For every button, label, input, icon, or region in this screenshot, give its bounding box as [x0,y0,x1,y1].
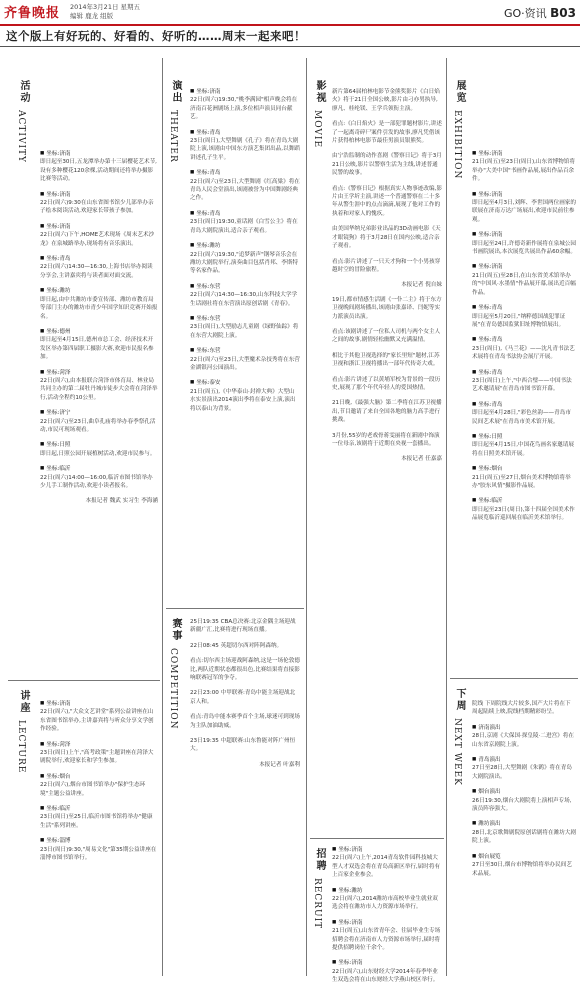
section-divider [450,678,578,679]
news-item [40,700,158,734]
news-item [40,409,158,434]
news-item [40,255,158,280]
news-item [472,820,576,845]
item-text: 即日起至4月15日,中国花鸟画名家邀请展将在日照美术馆开展。 [472,442,574,457]
section-label-recruit: 招聘 RECRUIT [312,848,325,930]
item-text: 22日(周六)14:30—16:30,山东科技大学学生话剧社将在东营演出原创话剧《青春》。 [190,292,298,307]
item-text: 23日(周日),大型舞剧《孔子》将在青岛大剧院上演,该剧由中国东方演艺集团出品,以舞蹈讲述孔子生平。 [190,138,300,161]
news-item [472,231,576,256]
item-text: 22日(周六),烟台市图书馆举办"保护生态环境"主题公益讲座。 [40,782,146,797]
item-text: 22日(周六)上午,2014青岛软件园科技城大型人才双选会将在青岛高新区举行,届时将有上百家企业参会。 [332,855,441,879]
news-item [190,315,300,340]
item-text: 看点:《警察日记》根据真实人物事迹改编,影片由王学圻主演,讲述一个普通警察在二十多年从警生涯中的点点滴滴,展现了他对工作的执着和对家人的愧疚。 [332,185,442,217]
news-item [40,150,158,184]
news-item [332,120,442,145]
item-text: 28日,北京歌舞剧院原创话剧将在潍坊大剧院上演。 [472,829,576,845]
section-label-movie: 影视 MOVIE [312,80,325,149]
item-text: 21日(周五)至23日(周日),山东省博物馆将举办"大美中国"书画作品展,展出作品百余件。 [472,159,576,183]
column-divider [162,58,163,976]
news-item [40,441,158,458]
item-text: 看点:切尔西主场迎战阿森纳,这是一场伦敦德比,两队近期状态都很出色,比赛结果将直接影响联赛冠军的争夺。 [190,658,300,682]
item-text: 23日19:35 中超联赛:山东鲁能对阵广州恒大。 [190,738,296,753]
news-item [332,328,442,345]
news-item [40,837,158,862]
item-text: 21日晚,《最强大脑》第二季将在江苏卫视播出,节目邀请了来自全国各地的脑力高手进行挑战。 [332,400,442,424]
issue-date: 2014年3月21日 星期五 [70,3,141,11]
item-location: ■ 坐标:日照 [40,441,158,449]
news-item [40,465,158,490]
news-item [40,328,158,362]
item-text: 23日(周日)至25日,临沂市图书馆将举办"健康生活"系列讲座。 [40,814,153,829]
news-item [40,191,158,216]
item-location: ■ 坐标:临沂 [472,497,576,505]
item-location: ■ 坐标:济宁 [40,409,158,417]
item-location: ■ 烟台演出 [472,788,576,796]
section-label-theater: 演出 THEATER [168,80,181,163]
section-label-activity: 活动 ACTIVITY [16,80,29,163]
item-text: 即日起至4月28日,"彩色丝韵——青岛市民间艺术展"在青岛市美术馆开展。 [472,410,571,425]
item-text: 即日起至24日,许德奇新作展将在泉城公园书画院展出,本次展览共展出作品60余幅。 [472,240,576,256]
item-text: 21日(周五),山东省青年会、往届毕业生专场招聘会将在济南市人力资源市场举行,届时将提供招聘岗位千余个。 [332,928,441,952]
tagline-rule [0,46,580,47]
news-item [332,352,442,369]
item-location: ■ 坐标:济南 [472,191,576,199]
news-item [332,185,442,219]
item-location: ■ 坐标:济南 [472,231,576,239]
news-item [472,369,576,394]
news-item [332,88,442,113]
news-item [472,465,576,490]
item-location: ■ 坐标:济南 [472,150,576,158]
news-item [190,242,300,276]
item-text: 27日至30日,烟台市博物馆将举办民间艺术品展。 [472,862,572,877]
movie-column [332,88,442,848]
item-location: ■ 坐标:青岛 [472,304,576,312]
item-location: ■ 坐标:济南 [472,263,576,271]
activity-column [40,150,158,670]
movie-byline: 本报记者 倪自妹 [401,282,442,289]
news-item [190,88,300,122]
news-item [332,432,442,449]
item-text: 23日(周日)上午,"高考政策"主题讲座在菏泽大剧院举行,欢迎家长和学生参加。 [40,750,154,765]
editor-credits: 编辑 鹿龙 组版 [70,12,114,20]
competition-byline: 本报记者 叶嘉利 [259,761,300,768]
next-week-column [472,700,576,974]
item-text: 22日(周六)至23日,大型舞剧《红高粱》将在青岛人民会堂演出,该剧被誉为中国舞剧经典之作。 [190,178,300,202]
item-text: 22日(周六)9:30在山东省图书馆少儿部举办亲子绘本阅读活动,欢迎家长带孩子参加。 [40,200,154,215]
item-text: 23日(周日)9:30,"周易文化"第35期公益讲座在淄博市图书馆举行。 [40,846,157,862]
news-item [472,336,576,361]
theater-column [190,88,300,603]
item-location: ■ 坐标:济南 [332,919,442,927]
item-text: 19日,都市情感生活剧《一仆二主》将于东方卫视晚间剧场播出,该剧由张嘉译、闫妮等实力派演员出演。 [332,296,442,320]
recruit-column [332,846,442,984]
news-item [472,788,576,813]
news-item [190,713,300,730]
item-location: ■ 坐标:潍坊 [190,242,300,250]
news-item [190,379,300,413]
item-text: 28日,京剧《大保国·探皇陵·二进宫》将在山东省京剧院上演。 [472,733,574,748]
item-text: 即日起至4月15日,德州市总工会、经济技术开发区举办第四届职工摄影大赛,欢迎市民报名参加。 [40,337,154,361]
item-location: ■ 坐标:青岛 [190,129,300,137]
news-item [40,287,158,321]
news-item [40,805,158,830]
item-location: ■ 济南演出 [472,724,576,732]
news-item [472,497,576,522]
item-text: 21日(周五),《中华泰山·封禅大典》大型山水实景演出2014演出季将在泰安上演,演出将以泰山为背景。 [190,388,296,412]
item-text: 即日起至23日(周日),第十四届全国美术作品展览临沂巡回展在临沂美术馆举行。 [472,506,575,522]
item-location: ■ 坐标:潍坊 [332,887,442,895]
competition-column [190,618,300,972]
item-text: 3月份,55岁的老戏骨蒋雯丽将在新剧中饰演一位母亲,该剧将于近期在央视一套播出。 [332,432,440,447]
news-item [190,737,300,754]
news-item [40,223,158,248]
item-text: 22日(周六)14:00—16:00,临沂市图书馆举办少儿手工制作活动,欢迎小读者报名。 [40,474,153,489]
news-item [190,210,300,235]
item-location: ■ 坐标:青岛 [190,169,300,177]
item-text: 27日至28日,大型舞剧《朱鹮》将在青岛大剧院演出。 [472,765,572,780]
exhibition-column [472,150,576,670]
section-name: GO·资讯 [503,7,547,20]
item-location: ■ 坐标:济南 [190,88,300,96]
news-item [472,401,576,426]
item-location: ■ 潍坊演出 [472,820,576,828]
page-header [504,5,576,21]
item-text: 看点:影片讲述了一只天才狗和一个小男孩穿越时空的冒险旅程。 [332,258,441,273]
item-text: 看点:该剧讲述了一位私人司机与两个女主人之间的故事,剧情轻松幽默又充满温情。 [332,328,441,344]
item-location: ■ 坐标:青岛 [190,210,300,218]
item-text: 23日(周日),《马兰花》——沈凡青书法艺术展将在青岛书法协会展厅开展。 [472,345,575,361]
news-item [472,433,576,458]
column-divider [306,58,307,976]
item-location: ■ 坐标:济南 [40,191,158,199]
news-item [472,756,576,781]
news-item [472,150,576,184]
news-item [472,191,576,225]
item-location: ■ 坐标:济南 [332,846,442,854]
item-text: 22日23:00 中甲联赛:青岛中能主场迎战北京人和。 [190,690,296,705]
item-location: ■ 烟台展览 [472,853,576,861]
item-location: ■ 坐标:东营 [190,283,300,291]
news-item [332,376,442,393]
news-item [332,152,442,177]
item-location: ■ 坐标:济南 [40,150,158,158]
news-item [40,369,158,403]
item-location: ■ 坐标:菏泽 [40,369,158,377]
item-location: ■ 坐标:东营 [190,315,300,323]
item-location: ■ 坐标:青岛 [472,369,576,377]
newspaper-logo: 齐鲁晚报 [4,6,61,21]
news-item [190,618,300,635]
section-label-lecture: 讲座 LECTURE [16,690,29,774]
lecture-column [40,700,158,972]
news-item [332,846,442,880]
item-location: ■ 坐标:泰安 [190,379,300,387]
next-week-intro: 院线 下周院线大片较多,国产大片将在下周起陆续上映,院线档期精彩纷呈。 [472,701,571,716]
item-text: 22日(周六),2014潍坊市高校毕业生就业双选会将在潍坊市人力资源市场举行。 [332,896,438,911]
page-number: B03 [550,6,576,20]
item-text: 21日(周五)至28日,在山东省美术馆举办的"中国风·水墨情"作品展开幕,展出近百幅作品。 [472,272,576,296]
item-text: 即日起至4月3日,刘辉、李世国两位画家的联展在济南万达广场展出,欢迎市民前往参观。 [472,200,576,223]
news-item [332,959,442,984]
news-item [190,129,300,163]
news-item [472,724,576,749]
item-text: 23日(周日)19:30,童话剧《白雪公主》将在青岛大剧院演出,适合亲子观看。 [190,219,298,234]
movie-tv-byline: 本报记者 任嘉嘉 [401,456,442,463]
item-text: 22日(周六)19:30,"桃李满园"相声晚会将在济南百花洲剧场上演,多位相声演员同台献艺。 [190,97,298,121]
news-item [190,657,300,682]
item-text: 由宁浩监制的动作喜剧《警察日记》将于3月21日公映,影片以警察生活为主线,讲述普通民警的故事。 [332,153,442,177]
item-text: 22日(周六)下午,HOME艺术现场《周末艺术沙龙》在泉城路举办,现场将有音乐演出。 [40,232,155,247]
section-divider [310,838,444,839]
item-location: ■ 坐标:潍坊 [40,287,158,295]
item-location: ■ 坐标:东营 [190,347,300,355]
item-location: ■ 坐标:德州 [40,328,158,336]
item-text: 相比于其他卫视选择的"家长里短"题材,江苏卫视和浙江卫视将播出一部年代传奇大戏。 [332,352,440,368]
news-item [332,258,442,275]
item-text: 21日(周五)至27日,烟台美术博物馆将举办"胶东风情"摄影作品展。 [472,474,571,489]
item-location: ■ 坐标:烟台 [472,465,576,473]
item-text: 25日19:35 CBA总决赛:北京金隅主场迎战新疆广汇,比赛将进行现场直播。 [190,619,296,634]
news-item [332,296,442,321]
item-location: ■ 坐标:日照 [472,433,576,441]
news-item [190,689,300,706]
column-divider [446,58,447,976]
section-divider [8,680,160,681]
item-text: 即日起至30日,五龙潭举办第十三届樱花艺术节,设有多种樱花120余棵,活动期间还将举办摄影比赛等活动。 [40,159,157,183]
news-item [190,347,300,372]
header-rule [0,24,580,26]
item-text: 22日(周六),由本报联合菏泽市体育局、林业局共同主办的第二届牡丹城市徒步大会将在菏泽举行,活动全程约10公里。 [40,377,158,401]
page-tagline: 这个版上有好玩的、好看的、好听的……周末一起来吧！ [6,29,306,43]
news-item [472,304,576,329]
item-text: 由美国华纳兄弟影业出品的3D动画电影《天才眼镜狗》将于3月28日在国内公映,适合亲子观看。 [332,226,441,250]
item-text: 看点:影片讲述了以黄埔军校为背景的一段历史,展现了那个年代年轻人的爱国热情。 [332,376,441,391]
item-text: 22日(周六)至23日,曲阜孔庙将举办春季祭孔活动,市民可现场观看。 [40,418,156,433]
item-text: 即日起至5月20日,"纳粹德国战犯罪证展"在青岛德国监狱旧址博物馆展出。 [472,313,566,328]
item-text: 22日(周六)14:30—16:30,上海书店举办阅读分享会,主讲嘉宾将与读者面对面交流。 [40,264,153,279]
news-item [40,773,158,798]
item-location: ■ 坐标:淄博 [40,837,158,845]
news-item [190,283,300,308]
item-text: 看点:青岛中能本赛季首个主场,球迷可到现场为主队加油助威。 [190,714,300,729]
item-text: 22日(周六)19:30,"追梦新声"钢琴音乐会在潍坊大剧院举行,演奏曲目包括肖邦、李斯特等名家作品。 [190,251,299,275]
news-item [190,169,300,203]
news-item [190,642,300,650]
item-location: ■ 青岛演出 [472,756,576,764]
item-location: ■ 坐标:青岛 [40,255,158,263]
item-text: 即日起,由中共潍坊市委宣传部、潍坊市教育局等部门主办的潍坊市青少年国学知识竞赛开始报名。 [40,296,158,320]
item-text: 23日(周日)上午,"中西合璧——中国书法艺术邀请展"在青岛市图书馆开幕。 [472,377,572,393]
section-divider [166,608,304,609]
item-text: 26日19:30,烟台大剧院将上演相声专场,演员阵容强大。 [472,797,572,813]
item-location: ■ 坐标:济南 [40,223,158,231]
section-label-next-week: 下周 NEXT WEEK [452,688,465,786]
item-location: ■ 坐标:济南 [332,959,442,967]
item-text: 22日(周六),山东财经大学2014年春季毕业生双选会将在山东财经大学燕山校区举行。 [332,968,439,984]
item-text: 新片第64届柏林电影节金熊奖影片《白日焰火》将于21日全国公映,影片由刁亦男执导,廖凡、桂纶镁、王学兵领衔主演。 [332,89,440,112]
news-item [40,741,158,766]
news-item [472,263,576,297]
news-item [332,399,442,424]
item-location: ■ 坐标:青岛 [472,336,576,344]
news-item [332,225,442,250]
item-location: ■ 坐标:济南 [40,700,158,708]
item-location: ■ 坐标:青岛 [472,401,576,409]
activity-byline: 本报记者 魏武 实习生 李海涵 [85,498,158,505]
item-text: 即日起,日照公园开展植树活动,欢迎市民参与。 [40,450,156,457]
news-item [332,919,442,953]
section-label-exhibition: 展览 EXHIBITION [452,80,465,180]
news-item [332,887,442,912]
item-location: ■ 坐标:菏泽 [40,741,158,749]
item-location: ■ 坐标:烟台 [40,773,158,781]
item-text: 23日(周日),大型励志儿童剧《绿野仙踪》将在东营大剧院上演。 [190,324,299,339]
item-location: ■ 坐标:临沂 [40,465,158,473]
item-text: 22日(周六)至23日,大型魔术杂技秀将在东营金湖银河公园演出。 [190,356,300,371]
item-location: ■ 坐标:临沂 [40,805,158,813]
item-text: 22日08:45 英超切尔西对阵阿森纳。 [190,642,283,649]
item-text: 22日(周六),"大众文艺讲堂"系列公益讲座在山东省图书馆举办,主讲嘉宾将与听众分享文学创作经验。 [40,709,154,733]
item-text: 看点:《白日焰火》是一部犯罪题材影片,讲述了一起离奇碎尸案件引发的故事,廖凡凭借该片获得柏林电影节最佳男演员银熊奖。 [332,121,442,145]
section-label-competition: 赛事 COMPETITION [168,618,181,730]
news-item [472,853,576,878]
